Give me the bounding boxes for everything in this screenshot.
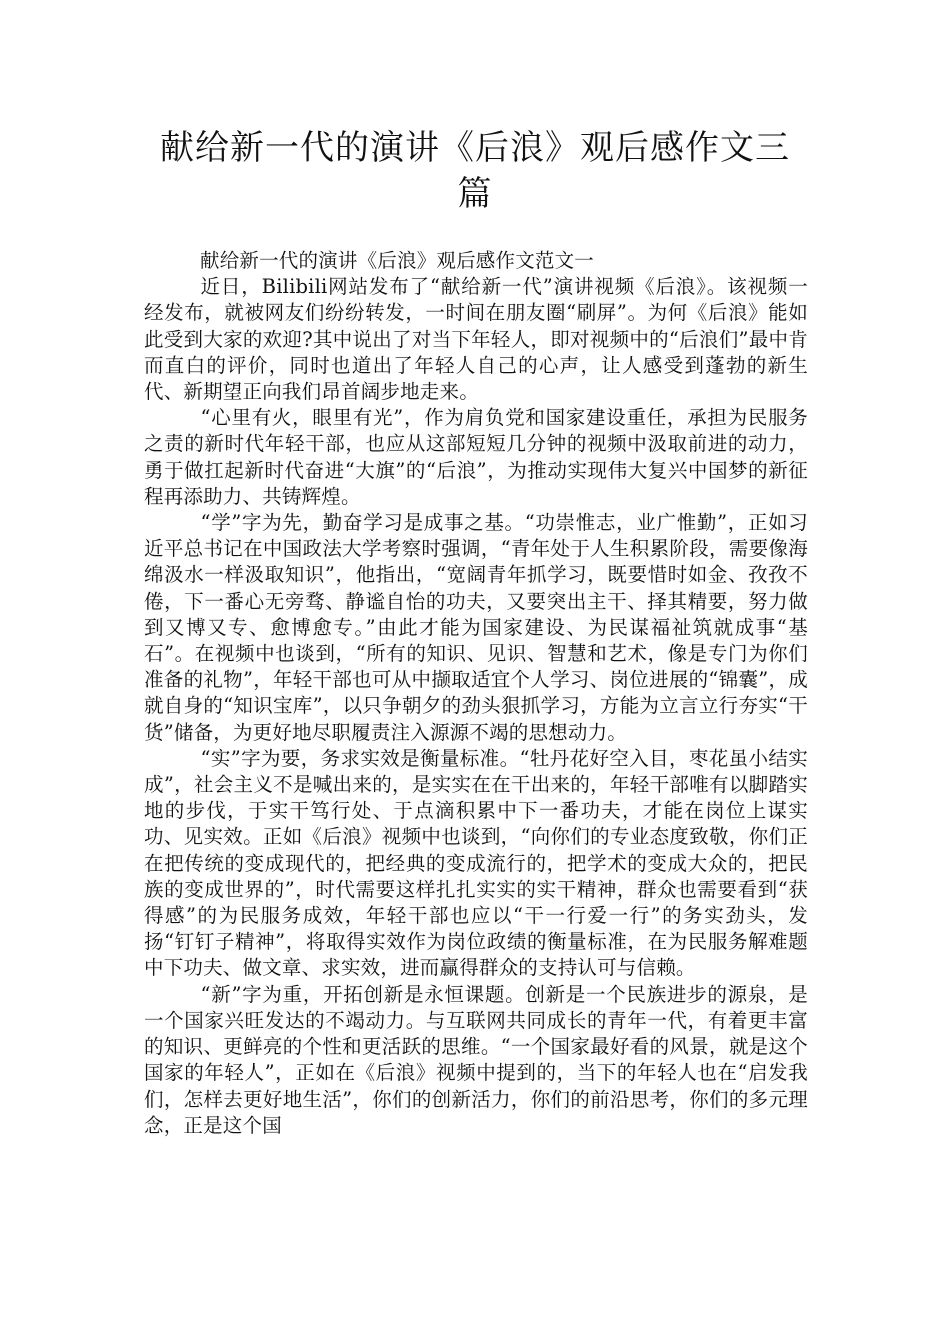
section-subtitle: 献给新一代的演讲《后浪》观后感作文范文一 xyxy=(200,249,595,272)
paragraph-innovation: “新”字为重，开拓创新是永恒课题。创新是一个民族进步的源泉，是一个国家兴旺发达的不竭动力。与互联网共同成长的青年一代，有着更丰富的知识、更鲜亮的个性和更活跃的思维。“一个国家最好看的风景，就是这个国家的年轻人”，正如在《后浪》视频中提到的，当下的年轻人也在“启发我们，怎样去更好地生活”，你们的创新活力，你们的前沿思考，你们的多元理念，正是这个国 xyxy=(144,982,808,1137)
paragraph-study: “学”字为先，勤奋学习是成事之基。“功崇惟志，业广惟勤”，正如习近平总书记在中国政法大学考察时强调，“青年处于人生积累阶段，需要像海绵汲水一样汲取知识”，他指出，“宽阔青年抓学习，既要惜时如金、孜孜不倦，下一番心无旁骛、静谧自怡的功夫，又要突出主干、择其精要，努力做到又博又专、愈博愈专。”由此才能为国家建设、为民谋福祉筑就成事“基石”。在视频中也谈到，“所有的知识、见识、智慧和艺术，像是专门为你们准备的礼物”，年轻干部也可从中撷取适宜个人学习、岗位进展的“锦囊”，成就自身的“知识宝库”，以只争朝夕的劲头狠抓学习，方能为立言立行夯实“干货”储备，为更好地尽职履责注入源源不竭的思想动力。 xyxy=(144,511,808,744)
paragraph-intro: 近日，Bilibili网站发布了“献给新一代”演讲视频《后浪》。该视频一经发布，就被网友们纷纷转发，一时间在朋友圈“刷屏”。为何《后浪》能如此受到大家的欢迎?其中说出了对当下年轻人，即对视频中的“后浪们”最中肯而直白的评价，同时也道出了年轻人自己的心声，让人感受到蓬勃的新生代、新期望正向我们昂首阔步地走来。 xyxy=(144,275,808,404)
document-body xyxy=(144,248,808,1139)
paragraph-fire-light: “心里有火，眼里有光”，作为肩负党和国家建设重任，承担为民服务之责的新时代年轻干部，也应从这部短短几分钟的视频中汲取前进的动力，勇于做扛起新时代奋进“大旗”的“后浪”，为推动实现伟大复兴中国梦的新征程再添助力、共铸辉煌。 xyxy=(144,406,808,508)
document-title: 献给新一代的演讲《后浪》观后感作文三篇 xyxy=(160,128,790,214)
paragraph-practice: “实”字为要，务求实效是衡量标准。“牡丹花好空入目，枣花虽小结实成”，社会主义不是喊出来的，是实实在在干出来的，年轻干部唯有以脚踏实地的步伐，于实干笃行处、于点滴积累中下一番功夫，才能在岗位上谋实功、见实效。正如《后浪》视频中也谈到，“向你们的专业态度致敬，你们正在把传统的变成现代的，把经典的变成流行的，把学术的变成大众的，把民族的变成世界的”，时代需要这样扎扎实实的实干精神，群众也需要看到“获得感”的为民服务成效，年轻干部也应以“干一行爱一行”的务实劲头，发扬“钉钉子精神”，将取得实效作为岗位政绩的衡量标准，在为民服务解难题中下功夫、做文章、求实效，进而赢得群众的支持认可与信赖。 xyxy=(144,746,808,980)
